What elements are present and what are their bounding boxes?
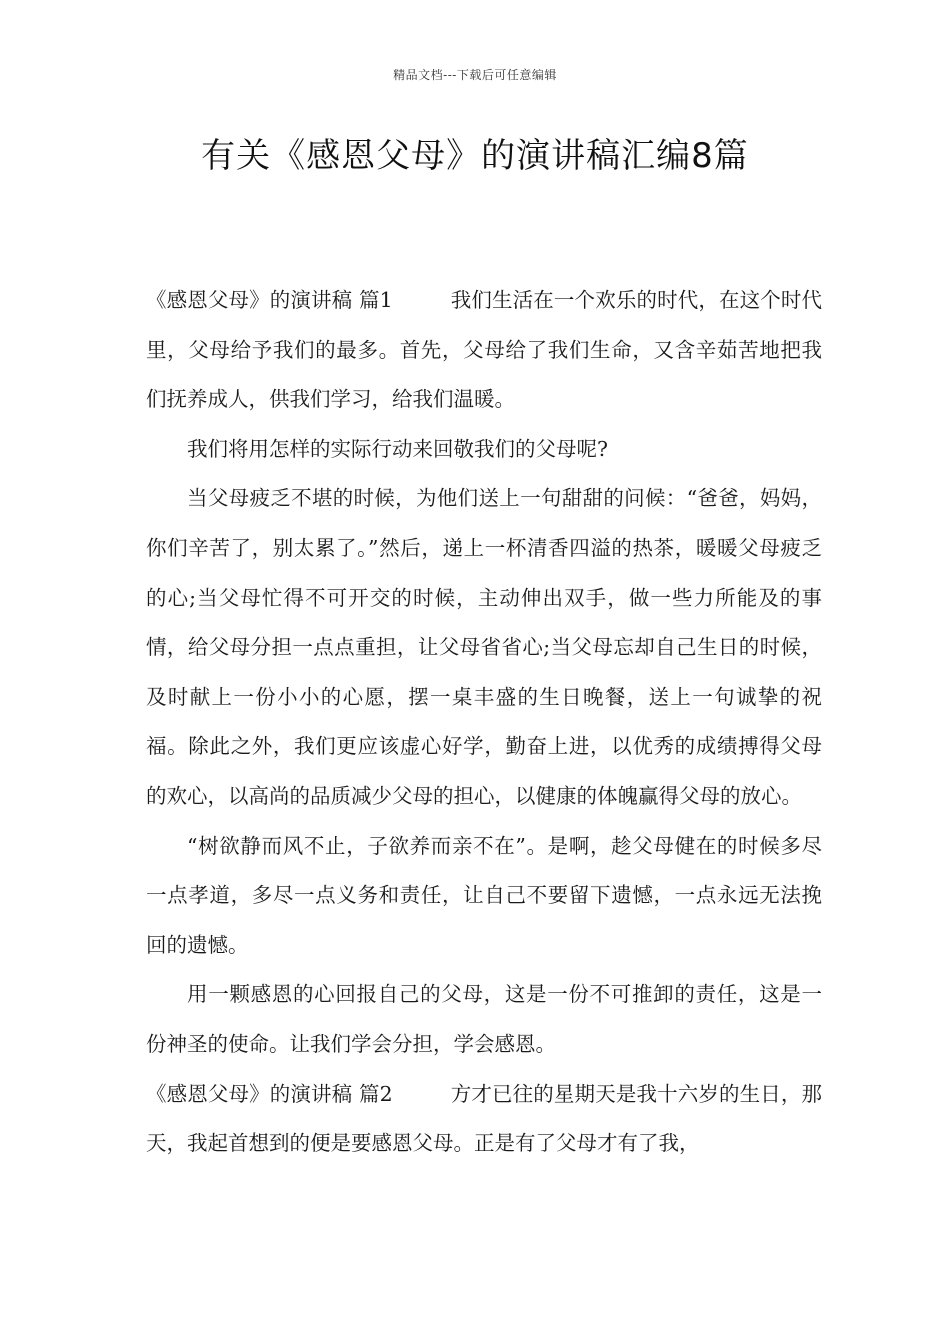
paragraph-question: 我们将用怎样的实际行动来回敬我们的父母呢? (187, 436, 608, 461)
document-title: 有关《感恩父母》的演讲稿汇编8篇 (201, 136, 749, 176)
section-2-label: 《感恩父母》的演讲稿 篇2 (146, 1081, 393, 1106)
section-1-label: 《感恩父母》的演讲稿 篇1 (146, 288, 393, 312)
paragraph-conclusion: 用一颗感恩的心回报自己的父母，这是一份不可推卸的责任，这是一份神圣的使命。让我们学会分担，学会感恩。 (146, 982, 822, 1056)
section-1-text: 我们生活在一个欢乐的时代，在这个时代里，父母给予我们的最多。首先，父母给了我们生命，又含辛茹苦地把我们抚养成人，供我们学习，给我们温暖。 (146, 288, 823, 412)
header-note: 精品文档---下载后可任意编辑 (393, 68, 557, 82)
section-1-paragraph (146, 276, 822, 425)
paragraph-proverb: “树欲静而风不止，子欲养而亲不在”。是啊，趁父母健在的时候多尽一点孝道，多尽一点义务和责任，让自己不要留下遗憾，一点永远无法挽回的遗憾。 (146, 833, 822, 957)
paragraph-actions: 当父母疲乏不堪的时候，为他们送上一句甜甜的问候：“爸爸，妈妈，你们辛苦了，别太累了。”然后，递上一杯清香四溢的热茶，暖暖父母疲乏的心;当父母忙得不可开交的时候，主动伸出双手，做一些力所能及的事情，给父母分担一点点重担，让父母省省心;当父母忘却自己生日的时候，及时献上一份小小的心愿，摆一桌丰盛的生日晚餐，送上一句诚挚的祝福。除此之外，我们更应该虚心好学，勤奋上进，以优秀的成绩搏得父母的欢心，以高尚的品质减少父母的担心，以健康的体魄赢得父母的放心。 (146, 486, 822, 808)
section-2-paragraph (146, 1070, 822, 1169)
section-2-text: 方才已往的星期天是我十六岁的生日，那天，我起首想到的便是要感恩父母。正是有了父母才有了我， (146, 1081, 823, 1156)
document-body (146, 276, 822, 1169)
